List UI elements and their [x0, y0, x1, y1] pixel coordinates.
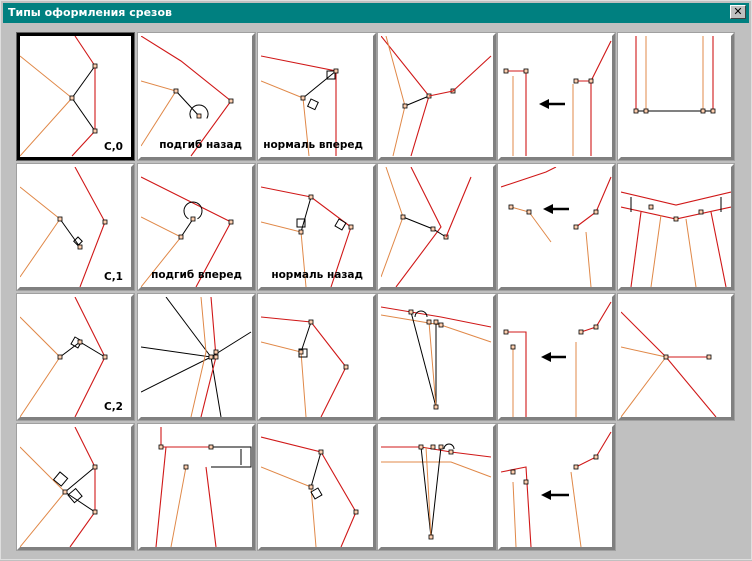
cut-type-tile[interactable] — [378, 294, 496, 420]
cut-type-diagram — [20, 427, 131, 547]
cut-type-diagram — [381, 427, 493, 547]
cut-type-tile[interactable] — [258, 424, 376, 550]
tile-label: подгиб назад — [159, 139, 242, 151]
tile-label: C,1 — [103, 271, 123, 283]
tile-label: нормаль назад — [271, 269, 363, 281]
cut-type-tile[interactable] — [498, 33, 615, 160]
window-title: Типы оформления срезов — [8, 6, 172, 19]
cut-type-tile[interactable] — [138, 294, 255, 420]
tile-label: C,0 — [103, 141, 123, 153]
cut-type-grid — [1, 1, 752, 561]
cut-type-tile[interactable] — [498, 164, 615, 290]
cut-type-tile[interactable] — [378, 33, 496, 160]
cut-type-tile[interactable] — [498, 294, 615, 420]
cut-type-diagram — [20, 297, 131, 417]
cut-type-diagram — [20, 36, 131, 157]
cut-type-tile[interactable] — [258, 294, 376, 420]
cut-type-tile[interactable] — [138, 164, 255, 290]
tile-label: подгиб вперед — [151, 269, 242, 281]
cut-type-diagram — [141, 297, 252, 417]
cut-type-tile[interactable] — [17, 164, 134, 290]
cut-type-tile[interactable] — [17, 424, 134, 550]
cut-type-diagram — [501, 167, 612, 287]
cut-type-tile[interactable] — [17, 33, 134, 160]
cut-type-diagram — [501, 36, 612, 157]
cut-type-tile[interactable] — [618, 33, 734, 160]
cut-type-tile[interactable] — [378, 424, 496, 550]
cut-type-diagram — [261, 297, 373, 417]
cut-type-diagram — [381, 36, 493, 157]
cut-type-diagram — [621, 36, 731, 157]
cut-type-tile[interactable] — [138, 424, 255, 550]
cut-type-diagram — [621, 167, 731, 287]
cut-type-tile[interactable] — [138, 33, 255, 160]
cut-type-diagram — [20, 167, 131, 287]
cut-type-tile[interactable] — [378, 164, 496, 290]
cut-type-diagram — [381, 167, 493, 287]
tile-label: C,2 — [103, 401, 123, 413]
cut-type-diagram — [381, 297, 493, 417]
cut-type-tile[interactable] — [258, 33, 376, 160]
cut-type-diagram — [501, 427, 612, 547]
cut-type-tile[interactable] — [17, 294, 134, 420]
close-icon: ✕ — [733, 5, 743, 18]
cut-type-diagram — [141, 427, 252, 547]
cut-type-tile[interactable] — [618, 164, 734, 290]
cut-type-diagram — [261, 427, 373, 547]
cut-type-diagram — [501, 297, 612, 417]
cut-type-diagram — [621, 297, 731, 417]
tile-label: нормаль вперед — [263, 139, 363, 151]
cut-type-tile[interactable] — [498, 424, 615, 550]
cut-type-tile[interactable] — [258, 164, 376, 290]
cut-type-tile[interactable] — [618, 294, 734, 420]
